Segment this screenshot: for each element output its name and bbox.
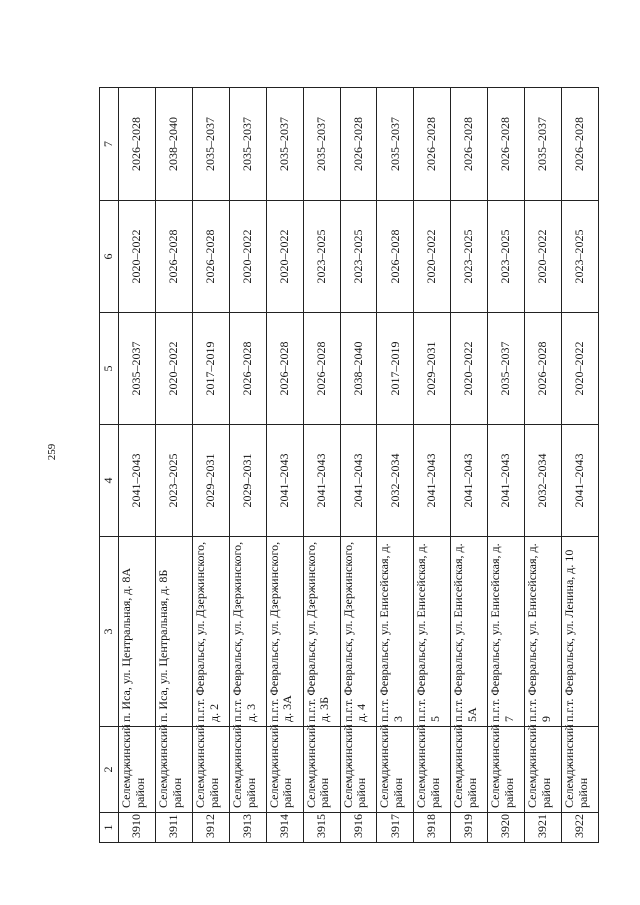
period-col-4: 2041–2043 [562, 425, 599, 537]
period-col-7: 2035–2037 [377, 88, 414, 201]
period-col-5: 2026–2028 [525, 313, 562, 425]
address-cell: п.г.т. Февральск, ул. Ленина, д. 10 [562, 537, 599, 727]
row-number: 3917 [377, 813, 414, 843]
period-col-4: 2041–2043 [340, 425, 377, 537]
header-col-1: 1 [100, 813, 119, 843]
table-row [451, 88, 488, 843]
period-col-4: 2032–2034 [377, 425, 414, 537]
row-number: 3910 [119, 813, 156, 843]
period-col-5: 2020–2022 [562, 313, 599, 425]
address-cell: п.г.т. Февральск, ул. Дзержинского, д. 3А [266, 537, 303, 727]
period-col-6: 2020–2022 [414, 201, 451, 313]
period-col-5: 2038–2040 [340, 313, 377, 425]
period-col-4: 2029–2031 [192, 425, 229, 537]
period-col-5: 2035–2037 [488, 313, 525, 425]
period-col-6: 2023–2025 [488, 201, 525, 313]
district-cell: Селемджинский район [340, 727, 377, 813]
address-cell: п.г.т. Февральск, ул. Дзержинского, д. 4 [340, 537, 377, 727]
table-row [488, 88, 525, 843]
district-cell: Селемджинский район [525, 727, 562, 813]
period-col-6: 2026–2028 [192, 201, 229, 313]
row-number: 3919 [451, 813, 488, 843]
district-cell: Селемджинский район [229, 727, 266, 813]
table-row [119, 88, 156, 843]
header-col-5: 5 [100, 313, 119, 425]
district-cell: Селемджинский район [303, 727, 340, 813]
period-col-7: 2026–2028 [340, 88, 377, 201]
row-number: 3911 [155, 813, 192, 843]
table-row [229, 88, 266, 843]
district-cell: Селемджинский район [192, 727, 229, 813]
period-col-6: 2020–2022 [266, 201, 303, 313]
district-cell: Селемджинский район [562, 727, 599, 813]
header-col-2: 2 [100, 727, 119, 813]
period-col-4: 2032–2034 [525, 425, 562, 537]
district-cell: Селемджинский район [266, 727, 303, 813]
period-col-6: 2023–2025 [451, 201, 488, 313]
table-row [377, 88, 414, 843]
district-cell: Селемджинский район [377, 727, 414, 813]
period-col-7: 2026–2028 [488, 88, 525, 201]
period-col-7: 2038–2040 [155, 88, 192, 201]
address-cell: п. Иса, ул. Центральная, д. 8Б [155, 537, 192, 727]
period-col-7: 2035–2037 [525, 88, 562, 201]
district-cell: Селемджинский район [488, 727, 525, 813]
header-col-3: 3 [100, 537, 119, 727]
period-col-5: 2026–2028 [266, 313, 303, 425]
period-col-6: 2020–2022 [525, 201, 562, 313]
period-col-7: 2026–2028 [414, 88, 451, 201]
period-col-5: 2026–2028 [303, 313, 340, 425]
table-row [414, 88, 451, 843]
address-cell: п.г.т. Февральск, ул. Дзержинского, д. 3 [229, 537, 266, 727]
row-number: 3920 [488, 813, 525, 843]
period-col-4: 2041–2043 [488, 425, 525, 537]
period-col-6: 2020–2022 [229, 201, 266, 313]
district-cell: Селемджинский район [414, 727, 451, 813]
period-col-7: 2026–2028 [451, 88, 488, 201]
period-col-5: 2035–2037 [119, 313, 156, 425]
table-row [303, 88, 340, 843]
period-col-6: 2026–2028 [155, 201, 192, 313]
district-cell: Селемджинский район [119, 727, 156, 813]
district-cell: Селемджинский район [155, 727, 192, 813]
address-cell: п.г.т. Февральск, ул. Енисейская, д. 7 [488, 537, 525, 727]
table-row [192, 88, 229, 843]
period-col-6: 2020–2022 [119, 201, 156, 313]
page-number: 259 [46, 443, 58, 461]
address-cell: п.г.т. Февральск, ул. Дзержинского, д. 2 [192, 537, 229, 727]
rotated-table-wrapper [99, 88, 599, 843]
period-col-4: 2041–2043 [414, 425, 451, 537]
address-cell: п.г.т. Февральск, ул. Дзержинского, д. 3Б [303, 537, 340, 727]
period-col-4: 2041–2043 [119, 425, 156, 537]
period-col-5: 2020–2022 [155, 313, 192, 425]
address-cell: п.г.т. Февральск, ул. Енисейская, д. 5А [451, 537, 488, 727]
period-col-7: 2026–2028 [119, 88, 156, 201]
period-col-6: 2023–2025 [340, 201, 377, 313]
row-number: 3912 [192, 813, 229, 843]
period-col-7: 2035–2037 [266, 88, 303, 201]
period-col-5: 2026–2028 [229, 313, 266, 425]
period-col-4: 2041–2043 [451, 425, 488, 537]
address-cell: п.г.т. Февральск, ул. Енисейская, д. 3 [377, 537, 414, 727]
row-number: 3918 [414, 813, 451, 843]
table-row [266, 88, 303, 843]
period-col-5: 2020–2022 [451, 313, 488, 425]
period-col-5: 2017–2019 [192, 313, 229, 425]
period-col-4: 2041–2043 [303, 425, 340, 537]
table-row [525, 88, 562, 843]
header-col-7: 7 [100, 88, 119, 201]
district-cell: Селемджинский район [451, 727, 488, 813]
period-col-7: 2035–2037 [303, 88, 340, 201]
period-col-7: 2035–2037 [192, 88, 229, 201]
table-row [340, 88, 377, 843]
period-col-6: 2026–2028 [377, 201, 414, 313]
period-col-7: 2035–2037 [229, 88, 266, 201]
table-row [155, 88, 192, 843]
address-cell: п.г.т. Февральск, ул. Енисейская, д. 9 [525, 537, 562, 727]
row-number: 3916 [340, 813, 377, 843]
table-row [562, 88, 599, 843]
period-col-4: 2029–2031 [229, 425, 266, 537]
period-col-7: 2026–2028 [562, 88, 599, 201]
row-number: 3914 [266, 813, 303, 843]
row-number: 3922 [562, 813, 599, 843]
header-col-4: 4 [100, 425, 119, 537]
row-number: 3915 [303, 813, 340, 843]
period-col-4: 2041–2043 [266, 425, 303, 537]
header-col-6: 6 [100, 201, 119, 313]
period-col-5: 2029–2031 [414, 313, 451, 425]
period-col-4: 2023–2025 [155, 425, 192, 537]
period-col-6: 2023–2025 [303, 201, 340, 313]
rotated-table-frame [99, 88, 599, 843]
address-cell: п.г.т. Февральск, ул. Енисейская, д. 5 [414, 537, 451, 727]
period-col-5: 2017–2019 [377, 313, 414, 425]
address-cell: п. Иса, ул. Центральная, д. 8А [119, 537, 156, 727]
row-number: 3921 [525, 813, 562, 843]
row-number: 3913 [229, 813, 266, 843]
period-col-6: 2023–2025 [562, 201, 599, 313]
housing-schedule-table [99, 87, 599, 843]
header-row [100, 88, 119, 843]
